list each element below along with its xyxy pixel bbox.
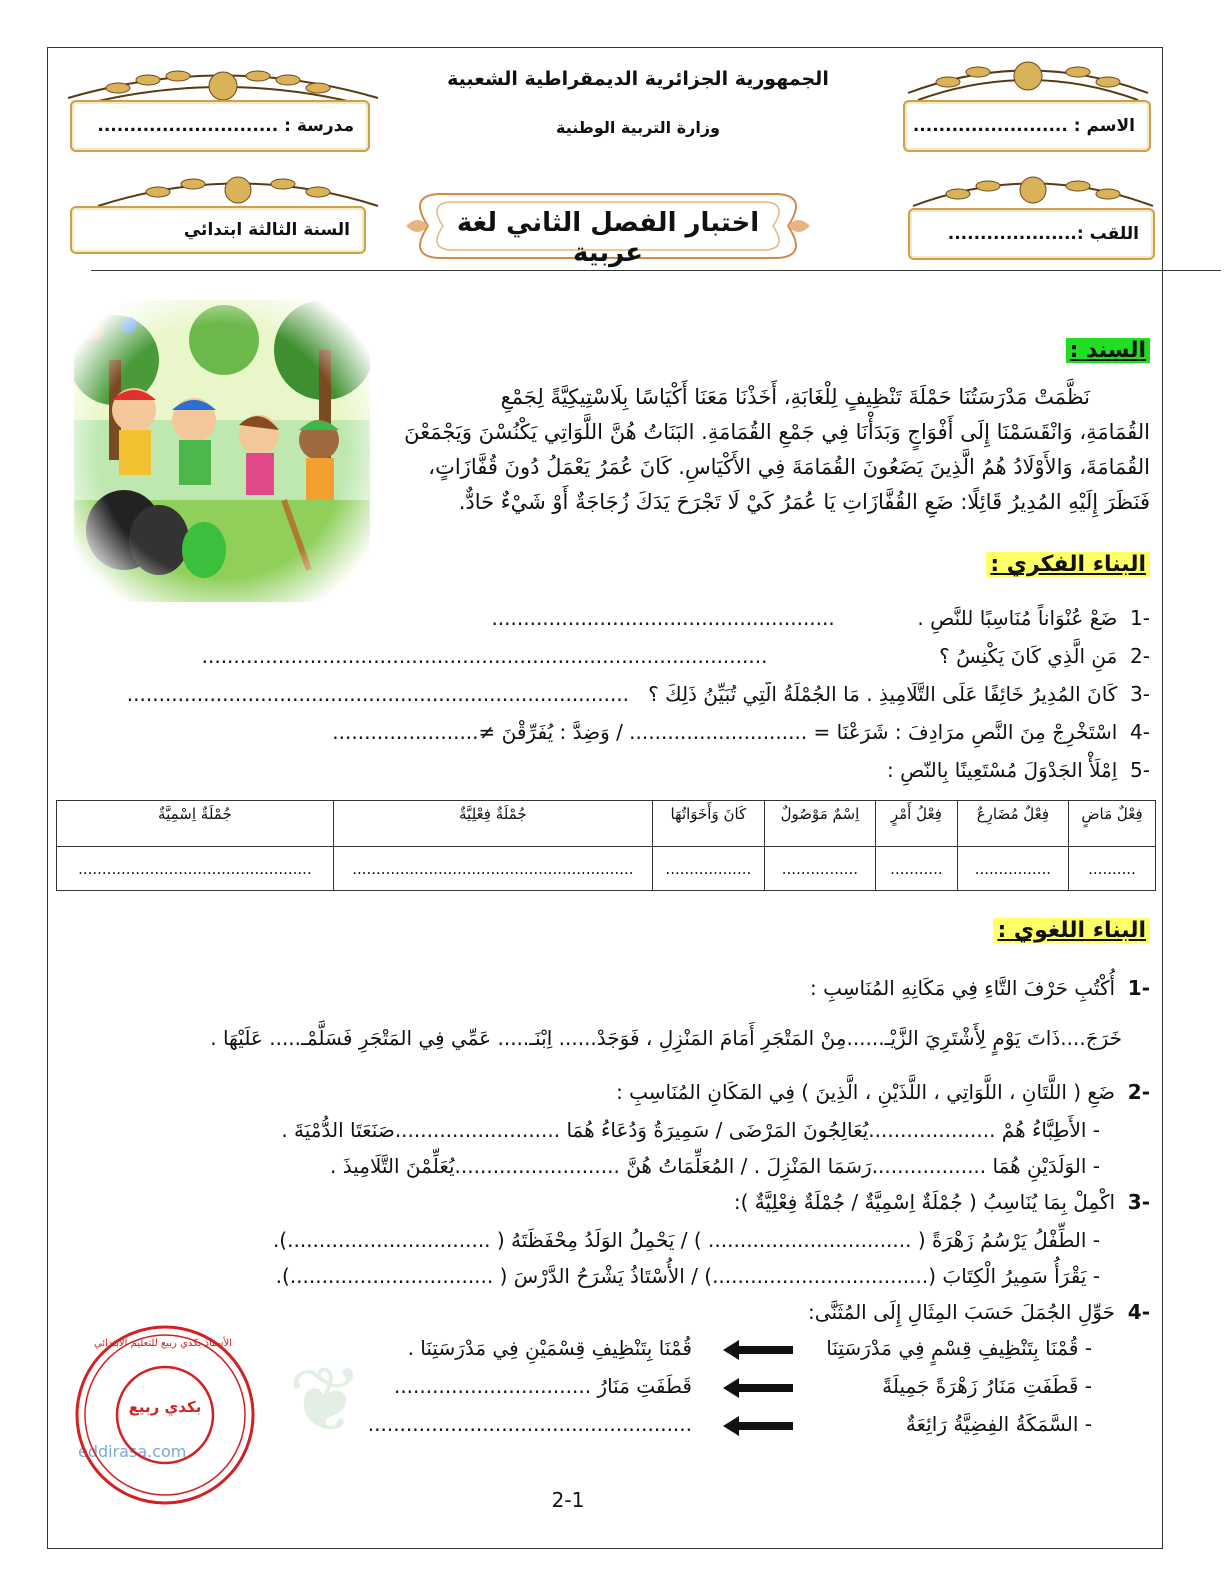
question-number: -4 (1127, 1300, 1150, 1324)
exam-title: اختبار الفصل الثاني لغة عربية (456, 208, 760, 268)
republic-title: الجمهورية الجزائرية الديمقراطية الشعبية (447, 68, 829, 90)
surname-box (908, 208, 1155, 260)
question-number: -3 (1130, 682, 1150, 706)
table-cell[interactable]: .......... (1069, 847, 1156, 891)
language-label-wrap (993, 918, 1150, 943)
watermark-text: eddirasa.com (78, 1442, 187, 1461)
lang-question-4 (808, 1300, 1150, 1324)
question-number: -4 (1130, 720, 1150, 744)
table-cell[interactable]: .................. (652, 847, 764, 891)
question-text: أُكْتُبِ حَرْفَ التَّاءِ فِي مَكَانِهِ المُنَاسِبِ : (809, 976, 1116, 1000)
grade-box (70, 206, 366, 254)
watermark-logo-icon: ❦ (288, 1348, 364, 1453)
question-number: -1 (1127, 976, 1150, 1000)
question-number: -2 (1127, 1080, 1150, 1104)
lang-q3-line[interactable]: - الطِّفْلُ يَرْسُمُ زَهْرَةً ( ................................ ) / يَحْمِلُ الوَلَدُ مِحْفَظَتَهُ ( ................................). (272, 1228, 1100, 1252)
arrow-left-icon (723, 1378, 793, 1398)
table-row (57, 847, 1156, 891)
sanad-text (390, 380, 1150, 520)
question-text: ضَعِ ( اللَّتَانِ ، اللَّوَاتِي ، اللَّذَيْنِ ، الَّذِينَ ) فِي المَكَانِ المُنَاسِبِ : (616, 1080, 1116, 1104)
lang-q4-answer[interactable]: قَطَفَتِ مَنَارُ ............................... (393, 1374, 692, 1398)
table-header: جُمْلَةٌ فِعْلِيَّةٌ (333, 801, 652, 847)
lang-question-3 (734, 1190, 1150, 1214)
stamp-center-text: بكدي ربيع (128, 1398, 202, 1416)
table-cell[interactable]: ................................................. (57, 847, 334, 891)
lang-q4-source: - قَطَفَتِ مَنَارُ زَهْرَةً جَمِيلَةً (882, 1374, 1092, 1398)
kids-cleaning-illustration (74, 300, 370, 602)
question-text: مَنِ الَّذِي كَانَ يَكْنِسُ ؟ (939, 644, 1118, 668)
table-header: فِعْلُ أَمْرٍ (876, 801, 958, 847)
school-field: مدرسة : ............................ (97, 116, 354, 136)
question-number: -2 (1130, 644, 1150, 668)
sanad-label-wrap (1066, 338, 1150, 363)
language-label: البناء اللغوي : (993, 918, 1150, 943)
answer-dots[interactable]: ............................................................................... (126, 682, 630, 706)
question-text: ضَعْ عُنْوَاناً مُنَاسِبًا للنَّصِ . (917, 606, 1118, 630)
comprehension-label: البناء الفكري : (986, 552, 1150, 577)
table-header-row (57, 801, 1156, 847)
table-header: كَانَ وَأَخَوَاتُهَا (652, 801, 764, 847)
sanad-line: نَظَّمَتْ مَدْرَسَتُنَا حَمْلَةَ تَنْظِيفٍ لِلْغَابَةِ، أَخَذْنَا مَعَنَا أَكْيَاسًا بِلَاسْتِيكِيَّةً لِجَمْعِ (500, 385, 1090, 409)
table-cell[interactable]: ........... (876, 847, 958, 891)
question-text: كَانَ المُدِيرُ خَائِفًا عَلَى التَّلَامِيذِ . مَا الجُمْلَةُ الَّتِي تُبَيِّنُ ذَلِكَ ؟ (648, 682, 1118, 706)
lang-q2-line[interactable]: - الأَطِبَّاءُ هُمْ ....................يُعَالِجُونَ المَرْضَى / سَمِيرَةُ وَدُعَاءُ هُمَا ..........................صَنَعَتَا الدُّمْيَةَ . (281, 1118, 1100, 1142)
sanad-line: القُمَامَةَ، وَالأَوْلَادُ هُمُ الَّذِينَ يَضَعُونَ القُمَامَةَ فِي الأَكْيَاسِ. كَانَ عُمَرُ يَعْمَلُ دُونَ قُفَّازَاتٍ، (428, 455, 1150, 479)
table-cell[interactable]: ................ (764, 847, 875, 891)
answer-dots[interactable]: ......................................................................................... (201, 644, 768, 668)
comprehension-label-wrap (986, 552, 1150, 577)
lang-q4-source: - قُمْنَا بِتَنْظِيفِ قِسْمٍ فِي مَدْرَسَتِنَا (826, 1336, 1092, 1360)
school-box (70, 100, 370, 152)
question-1 (60, 606, 1150, 630)
page-number: 2-1 (551, 1488, 585, 1512)
lang-question-2 (616, 1080, 1150, 1104)
stamp-ring-text: الأستاذ بكدي ربيع للتعليم الابتدائي (93, 1338, 233, 1349)
question-3 (60, 682, 1150, 706)
name-box (903, 100, 1151, 152)
name-field: الاسم : ........................ (912, 116, 1135, 136)
sanad-label: السند : (1066, 338, 1150, 363)
grammar-table (56, 800, 1156, 891)
header-divider (91, 270, 1221, 271)
lang-q1-sentence[interactable]: خَرَجَ....ذَاتَ يَوْمٍ لِأَشْتَرِيَ الزَّيْـ......مِنْ المَتْجَرِ أَمَامَ المَنْزِلِ ، فَوَجَدْ...... اِبْنَـ..... عَمِّي فِي المَتْجَرِ فَسَلَّمْـ..... عَلَيْهَا . (210, 1026, 1122, 1050)
question-number: -3 (1127, 1190, 1150, 1214)
table-header: اِسْمٌ مَوْصُولٌ (764, 801, 875, 847)
table-cell[interactable]: ................ (957, 847, 1068, 891)
question-text: حَوِّلِ الجُمَلَ حَسَبَ المِثَالِ إِلَى المُثَنَّى: (808, 1300, 1116, 1324)
answer-dots[interactable]: ...................................................... (491, 606, 835, 630)
surname-field: اللقب :.................... (947, 224, 1139, 244)
question-number: -1 (1130, 606, 1150, 630)
question-5 (60, 758, 1150, 782)
table-header: جُمْلَةٌ اِسْمِيَّةٌ (57, 801, 334, 847)
exam-page (47, 47, 1163, 1549)
arrow-left-icon (723, 1340, 793, 1360)
wheat-ornament-right-top (898, 48, 1158, 108)
lang-q4-answer[interactable]: قُمْنَا بِتَنْظِيفِ قِسْمَيْنِ فِي مَدْرَسَتِنَا . (407, 1336, 692, 1360)
question-text: اسْتَخْرِجْ مِنَ النَّصِ مرَادِفَ : شَرَعْنَا = ............................ / وَضِدَّ : يُفَرِّقْنَ ≠....................... (332, 720, 1118, 744)
lang-q2-line[interactable]: - الوَلَدَيْنِ هُمَا ..................رَسَمَا المَنْزِلَ . / المُعَلِّمَاتُ هُنَّ ..........................يُعَلِّمْنَ التَّلَامِيذَ . (329, 1154, 1100, 1178)
arrow-left-icon (723, 1416, 793, 1436)
table-header: فِعْلٌ مَاضٍ (1069, 801, 1156, 847)
lang-q3-line[interactable]: - يَقْرَأُ سَمِيرُ الْكِتَابَ (..................................) / الأُسْتَاذُ يَشْرَحُ الدَّرْسَ ( ................................). (275, 1264, 1100, 1288)
lang-question-1 (810, 976, 1150, 1000)
question-text: اكْمِلْ بِمَا يُنَاسِبُ ( جُمْلَةٌ اِسْمِيَّةٌ / جُمْلَةٌ فِعْلِيَّةٌ ): (733, 1190, 1116, 1214)
question-number: -5 (1130, 758, 1150, 782)
grade-label: السنة الثالثة ابتدائي (183, 220, 350, 240)
sanad-line: فَنَظَرَ إِلَيْهِ المُدِيرُ قَائِلًا: ضَعِ القُفَّازَاتِ يَا عُمَرُ كَيْ لَا تَجْرَحَ يَدَكَ زُجَاجَةٌ أَوْ شَيْءٌ حَادٌّ. (458, 490, 1150, 514)
question-text: اِمْلَأْ الجَدْوَلَ مُسْتَعِينًا بِالنّصِ : (887, 758, 1118, 782)
ministry-title: وزارة التربية الوطنية (555, 118, 720, 137)
question-4 (60, 720, 1150, 744)
sanad-line: القُمَامَةِ، وَانْقَسَمْنَا إِلَى أَفْوَاجٍ وَبَدَأْنَا فِي جَمْعِ القُمَامَةِ. البَنَاتُ هُنَّ اللَّوَاتِي يَكْنُسْنَ وَيَجْمَعْنَ (404, 420, 1150, 444)
table-header: فِعْلٌ مُضَارِعٌ (957, 801, 1068, 847)
question-2 (60, 644, 1150, 668)
lang-q4-answer[interactable]: ................................................... (367, 1412, 692, 1436)
table-cell[interactable]: ........................................................... (333, 847, 652, 891)
lang-q4-source: - السَّمَكَةُ الفِضِيَّةُ رَائِعَةٌ (905, 1412, 1092, 1436)
